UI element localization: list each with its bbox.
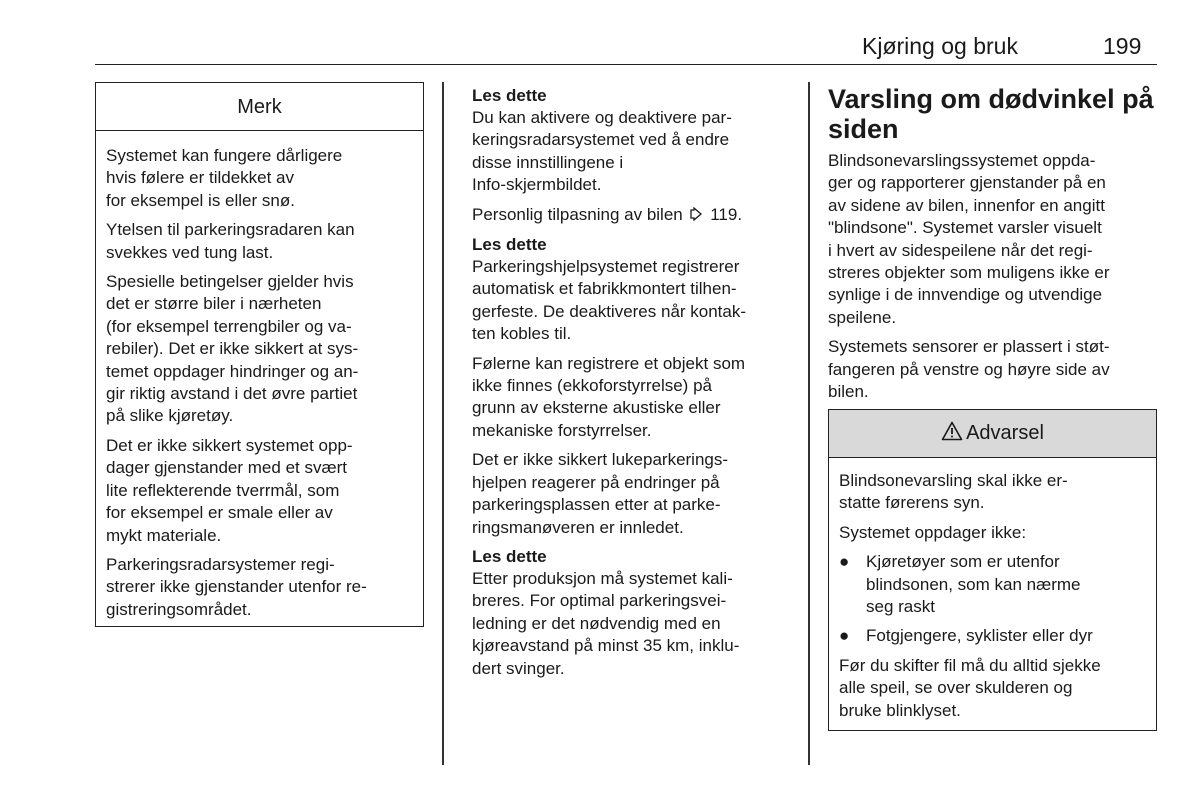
note-heading-2: Les dette xyxy=(472,235,547,255)
bullet-icon: ● xyxy=(839,552,850,572)
merk-note-box xyxy=(95,82,424,627)
page-reference xyxy=(472,204,794,227)
warning-paragraph-2: Systemet oppdager ikke: xyxy=(839,522,1027,542)
merk-paragraph-3: Spesielle betingelser gjelder hvis det er større biler i nærheten (for eksempel terrengbiler og va- rebiler). Det er ikke sikkert at sys- temet oppdager hindringer og an- gir riktig avstand i det øvre partiet på slike kjøretøy. xyxy=(106,272,359,426)
note-3-text: Etter produksjon må systemet kali- breres. For optimal parkeringsvei- ledning er det nødvendig med en kjøreavstand på minst 35 km, inklu- dert svinger. xyxy=(472,568,740,678)
page-ref-arrow-icon xyxy=(689,205,703,227)
merk-paragraph-2: Ytelsen til parkeringsradaren kan svekkes ved tung last. xyxy=(106,220,355,262)
section-heading: Varsling om dødvinkel på siden xyxy=(828,84,1154,144)
header-rule xyxy=(95,64,1157,65)
warning-bullet-2: ● Fotgjengere, syklister eller dyr xyxy=(839,625,1151,647)
right-column xyxy=(828,84,1158,410)
merk-paragraph-5: Parkeringsradarsystemer regi- strerer ikke gjenstander utenfor re- gistreringsområdet. xyxy=(106,554,367,619)
warning-title: Advarsel xyxy=(966,422,1044,444)
page-reference-number: 119. xyxy=(710,204,743,224)
merk-box-title: Merk xyxy=(96,83,423,131)
merk-paragraph-4: Det er ikke sikkert systemet opp- dager gjenstander med et svært lite reflekterende tverrmål, som for eksempel er smale eller av mykt materiale. xyxy=(106,435,353,545)
warning-triangle-icon xyxy=(941,421,963,447)
running-header-title: Kjøring og bruk xyxy=(862,33,1018,59)
note-2-text: Parkeringshjelpsystemet registrerer automatisk et fabrikkmontert tilhen- gerfeste. De deaktiveres når kontak- ten kobles til. xyxy=(472,257,747,344)
warning-box xyxy=(828,409,1157,731)
paragraph-echo-interference: Følerne kan registrere et objekt som ikke finnes (ekkoforstyrrelse) på grunn av eksterne akustiske eller mekaniske forstyrrelser. xyxy=(472,353,746,440)
merk-paragraph-1: Systemet kan fungere dårligere hvis følere er tildekket av for eksempel is eller snø. xyxy=(106,146,343,210)
warning-box-body xyxy=(839,470,1151,722)
column-divider-right xyxy=(808,82,810,765)
warning-paragraph-3: Før du skifter fil må du alltid sjekke alle speil, se over skulderen og bruke blinklyset. xyxy=(839,655,1101,720)
merk-box-body xyxy=(106,145,416,621)
column-divider-left xyxy=(442,82,444,765)
note-1-text: Du kan aktivere og deaktivere par- keringsradarsystemet ved å endre disse innstillingene i Info-skjermbildet. xyxy=(472,108,732,195)
paragraph-sensors: Systemets sensorer er plassert i støt- fangeren på venstre og høyre side av bilen. xyxy=(828,337,1110,402)
paragraph-parking-assist: Det er ikke sikkert lukeparkerings- hjelpen reagerer på endringer på parkeringsplassen etter at parke- ringsmanøveren er innledet. xyxy=(472,450,729,537)
warning-box-header xyxy=(829,410,1156,458)
bullet-icon: ● xyxy=(839,626,850,646)
page-reference-text: Personlig tilpasning av bilen xyxy=(472,204,683,224)
warning-bullet-1: ● Kjøretøyer som er utenfor blindsonen, som kan nærme seg raskt xyxy=(839,552,1081,617)
note-heading-3: Les dette xyxy=(472,546,547,566)
page-number: 199 xyxy=(1103,33,1142,59)
warning-paragraph-1: Blindsonevarsling skal ikke er- statte førerens syn. xyxy=(839,471,1068,513)
note-heading-1: Les dette xyxy=(472,86,547,105)
middle-column xyxy=(472,85,794,687)
paragraph-blind-spot-intro: Blindsonevarslingssystemet oppda- ger og rapporterer gjenstander på en av sidene av bilen, innenfor en angitt "blindsone". Systemet varsler visuelt i hvert av sidespeilene når det regi- streres objekter som muligens ikke er synlige i de innvendige og utvendige speilene. xyxy=(828,151,1110,327)
